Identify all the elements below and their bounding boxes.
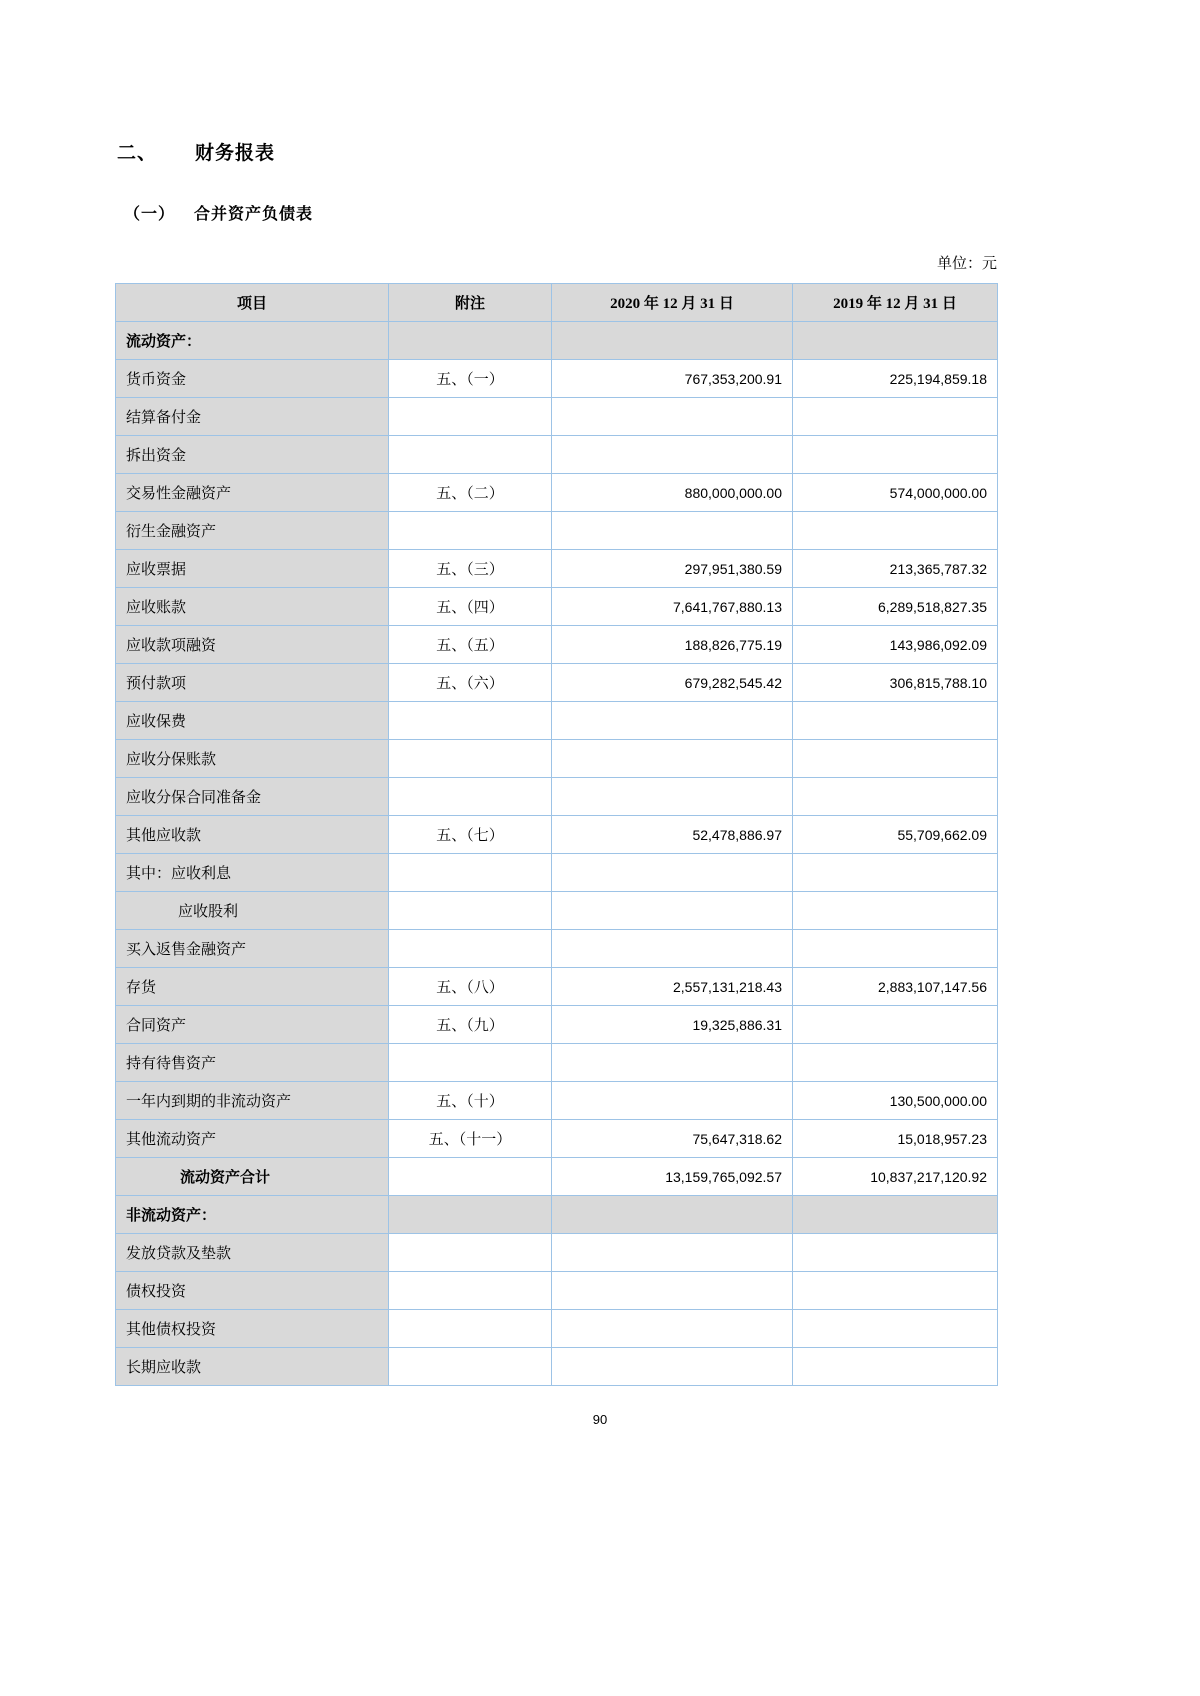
value-2020-cell bbox=[552, 854, 793, 892]
balance-sheet-table bbox=[115, 283, 998, 1386]
value-2019-cell: 2,883,107,147.56 bbox=[793, 968, 998, 1006]
table-row bbox=[116, 398, 998, 436]
item-cell: 买入返售金融资产 bbox=[116, 930, 389, 968]
table-row bbox=[116, 778, 998, 816]
value-2020-cell: 75,647,318.62 bbox=[552, 1120, 793, 1158]
note-cell: 五、（一） bbox=[389, 360, 552, 398]
value-2020-cell: 52,478,886.97 bbox=[552, 816, 793, 854]
value-2020-cell: 13,159,765,092.57 bbox=[552, 1158, 793, 1196]
value-2020-cell bbox=[552, 1310, 793, 1348]
note-cell bbox=[389, 322, 552, 360]
table-row bbox=[116, 1120, 998, 1158]
note-cell: 五、（七） bbox=[389, 816, 552, 854]
item-cell: 应收股利 bbox=[116, 892, 389, 930]
table-row bbox=[116, 1006, 998, 1044]
note-cell bbox=[389, 1348, 552, 1386]
value-2020-cell bbox=[552, 1234, 793, 1272]
note-cell: 五、（三） bbox=[389, 550, 552, 588]
note-cell: 五、（六） bbox=[389, 664, 552, 702]
item-cell: 其他债权投资 bbox=[116, 1310, 389, 1348]
value-2020-cell: 297,951,380.59 bbox=[552, 550, 793, 588]
value-2019-cell: 55,709,662.09 bbox=[793, 816, 998, 854]
value-2020-cell bbox=[552, 778, 793, 816]
value-2019-cell bbox=[793, 1310, 998, 1348]
table-row bbox=[116, 702, 998, 740]
item-cell: 衍生金融资产 bbox=[116, 512, 389, 550]
item-cell: 非流动资产： bbox=[116, 1196, 389, 1234]
table-header-row bbox=[116, 284, 998, 322]
value-2019-cell bbox=[793, 1272, 998, 1310]
section-number: 二、 bbox=[117, 143, 158, 164]
value-2020-cell: 7,641,767,880.13 bbox=[552, 588, 793, 626]
value-2020-cell bbox=[552, 322, 793, 360]
item-cell: 应收账款 bbox=[116, 588, 389, 626]
item-cell: 长期应收款 bbox=[116, 1348, 389, 1386]
table-row bbox=[116, 1310, 998, 1348]
value-2019-cell bbox=[793, 512, 998, 550]
value-2020-cell bbox=[552, 892, 793, 930]
value-2019-cell bbox=[793, 778, 998, 816]
item-cell: 其他应收款 bbox=[116, 816, 389, 854]
value-2020-cell: 880,000,000.00 bbox=[552, 474, 793, 512]
note-cell bbox=[389, 740, 552, 778]
value-2019-cell bbox=[793, 1196, 998, 1234]
value-2019-cell: 306,815,788.10 bbox=[793, 664, 998, 702]
value-2020-cell bbox=[552, 398, 793, 436]
note-cell: 五、（五） bbox=[389, 626, 552, 664]
value-2020-cell bbox=[552, 436, 793, 474]
value-2019-cell bbox=[793, 892, 998, 930]
item-cell: 应收票据 bbox=[116, 550, 389, 588]
item-cell: 存货 bbox=[116, 968, 389, 1006]
item-cell: 持有待售资产 bbox=[116, 1044, 389, 1082]
table-row bbox=[116, 626, 998, 664]
table-row bbox=[116, 930, 998, 968]
value-2019-cell: 143,986,092.09 bbox=[793, 626, 998, 664]
note-cell bbox=[389, 892, 552, 930]
value-2019-cell bbox=[793, 1234, 998, 1272]
note-cell bbox=[389, 1234, 552, 1272]
table-row bbox=[116, 1082, 998, 1120]
table-row bbox=[116, 740, 998, 778]
value-2019-cell bbox=[793, 854, 998, 892]
note-cell bbox=[389, 1272, 552, 1310]
value-2020-cell bbox=[552, 740, 793, 778]
value-2019-cell bbox=[793, 702, 998, 740]
note-cell bbox=[389, 1196, 552, 1234]
value-2019-cell: 225,194,859.18 bbox=[793, 360, 998, 398]
header-item: 项目 bbox=[116, 284, 389, 322]
note-cell: 五、（十一） bbox=[389, 1120, 552, 1158]
note-cell: 五、（十） bbox=[389, 1082, 552, 1120]
value-2020-cell bbox=[552, 512, 793, 550]
total-row bbox=[116, 1158, 998, 1196]
note-cell bbox=[389, 1044, 552, 1082]
note-cell: 五、（二） bbox=[389, 474, 552, 512]
item-cell: 其中：应收利息 bbox=[116, 854, 389, 892]
value-2020-cell bbox=[552, 930, 793, 968]
value-2019-cell bbox=[793, 740, 998, 778]
table-row bbox=[116, 1348, 998, 1386]
table-row bbox=[116, 892, 998, 930]
note-cell bbox=[389, 778, 552, 816]
table-row bbox=[116, 436, 998, 474]
value-2020-cell bbox=[552, 1082, 793, 1120]
value-2019-cell bbox=[793, 930, 998, 968]
table-row bbox=[116, 664, 998, 702]
header-2020: 2020 年 12 月 31 日 bbox=[552, 284, 793, 322]
item-cell: 交易性金融资产 bbox=[116, 474, 389, 512]
balance-sheet-body bbox=[116, 322, 998, 1386]
item-cell: 应收分保账款 bbox=[116, 740, 389, 778]
note-cell bbox=[389, 702, 552, 740]
table-row bbox=[116, 816, 998, 854]
value-2020-cell bbox=[552, 1044, 793, 1082]
table-row bbox=[116, 1234, 998, 1272]
table-row bbox=[116, 588, 998, 626]
section-heading bbox=[117, 138, 275, 165]
value-2019-cell: 6,289,518,827.35 bbox=[793, 588, 998, 626]
item-cell: 债权投资 bbox=[116, 1272, 389, 1310]
value-2019-cell: 15,018,957.23 bbox=[793, 1120, 998, 1158]
table-row bbox=[116, 512, 998, 550]
subsection-heading bbox=[124, 201, 313, 224]
value-2019-cell bbox=[793, 436, 998, 474]
note-cell bbox=[389, 398, 552, 436]
value-2020-cell: 679,282,545.42 bbox=[552, 664, 793, 702]
page-number: 90 bbox=[592, 1412, 608, 1427]
header-note: 附注 bbox=[389, 284, 552, 322]
item-cell: 其他流动资产 bbox=[116, 1120, 389, 1158]
item-cell: 结算备付金 bbox=[116, 398, 389, 436]
value-2019-cell bbox=[793, 398, 998, 436]
note-cell bbox=[389, 1158, 552, 1196]
value-2019-cell: 213,365,787.32 bbox=[793, 550, 998, 588]
value-2020-cell: 188,826,775.19 bbox=[552, 626, 793, 664]
value-2020-cell bbox=[552, 1272, 793, 1310]
section-row bbox=[116, 1196, 998, 1234]
value-2019-cell bbox=[793, 322, 998, 360]
table-row bbox=[116, 854, 998, 892]
item-cell: 应收分保合同准备金 bbox=[116, 778, 389, 816]
value-2020-cell bbox=[552, 1196, 793, 1234]
item-cell: 合同资产 bbox=[116, 1006, 389, 1044]
section-title: 财务报表 bbox=[195, 143, 276, 164]
value-2020-cell bbox=[552, 702, 793, 740]
item-cell: 应收款项融资 bbox=[116, 626, 389, 664]
table-row bbox=[116, 550, 998, 588]
note-cell: 五、（九） bbox=[389, 1006, 552, 1044]
table-row bbox=[116, 1272, 998, 1310]
unit-label: 单位：元 bbox=[936, 256, 997, 272]
table-row bbox=[116, 1044, 998, 1082]
table-row bbox=[116, 968, 998, 1006]
note-cell bbox=[389, 512, 552, 550]
value-2019-cell bbox=[793, 1006, 998, 1044]
note-cell bbox=[389, 930, 552, 968]
value-2020-cell bbox=[552, 1348, 793, 1386]
item-cell: 应收保费 bbox=[116, 702, 389, 740]
subsection-title: 合并资产负债表 bbox=[194, 206, 314, 223]
item-cell: 预付款项 bbox=[116, 664, 389, 702]
value-2020-cell: 2,557,131,218.43 bbox=[552, 968, 793, 1006]
item-cell: 一年内到期的非流动资产 bbox=[116, 1082, 389, 1120]
table-row bbox=[116, 474, 998, 512]
value-2019-cell: 574,000,000.00 bbox=[793, 474, 998, 512]
item-cell: 流动资产合计 bbox=[116, 1158, 389, 1196]
value-2019-cell bbox=[793, 1348, 998, 1386]
note-cell: 五、（八） bbox=[389, 968, 552, 1006]
value-2020-cell: 19,325,886.31 bbox=[552, 1006, 793, 1044]
item-cell: 发放贷款及垫款 bbox=[116, 1234, 389, 1272]
section-row bbox=[116, 322, 998, 360]
value-2019-cell bbox=[793, 1044, 998, 1082]
item-cell: 拆出资金 bbox=[116, 436, 389, 474]
value-2019-cell: 130,500,000.00 bbox=[793, 1082, 998, 1120]
item-cell: 流动资产： bbox=[116, 322, 389, 360]
note-cell bbox=[389, 854, 552, 892]
note-cell bbox=[389, 436, 552, 474]
value-2019-cell: 10,837,217,120.92 bbox=[793, 1158, 998, 1196]
table-row bbox=[116, 360, 998, 398]
note-cell: 五、（四） bbox=[389, 588, 552, 626]
item-cell: 货币资金 bbox=[116, 360, 389, 398]
header-2019: 2019 年 12 月 31 日 bbox=[793, 284, 998, 322]
subsection-number: （一） bbox=[124, 206, 176, 223]
note-cell bbox=[389, 1310, 552, 1348]
value-2020-cell: 767,353,200.91 bbox=[552, 360, 793, 398]
